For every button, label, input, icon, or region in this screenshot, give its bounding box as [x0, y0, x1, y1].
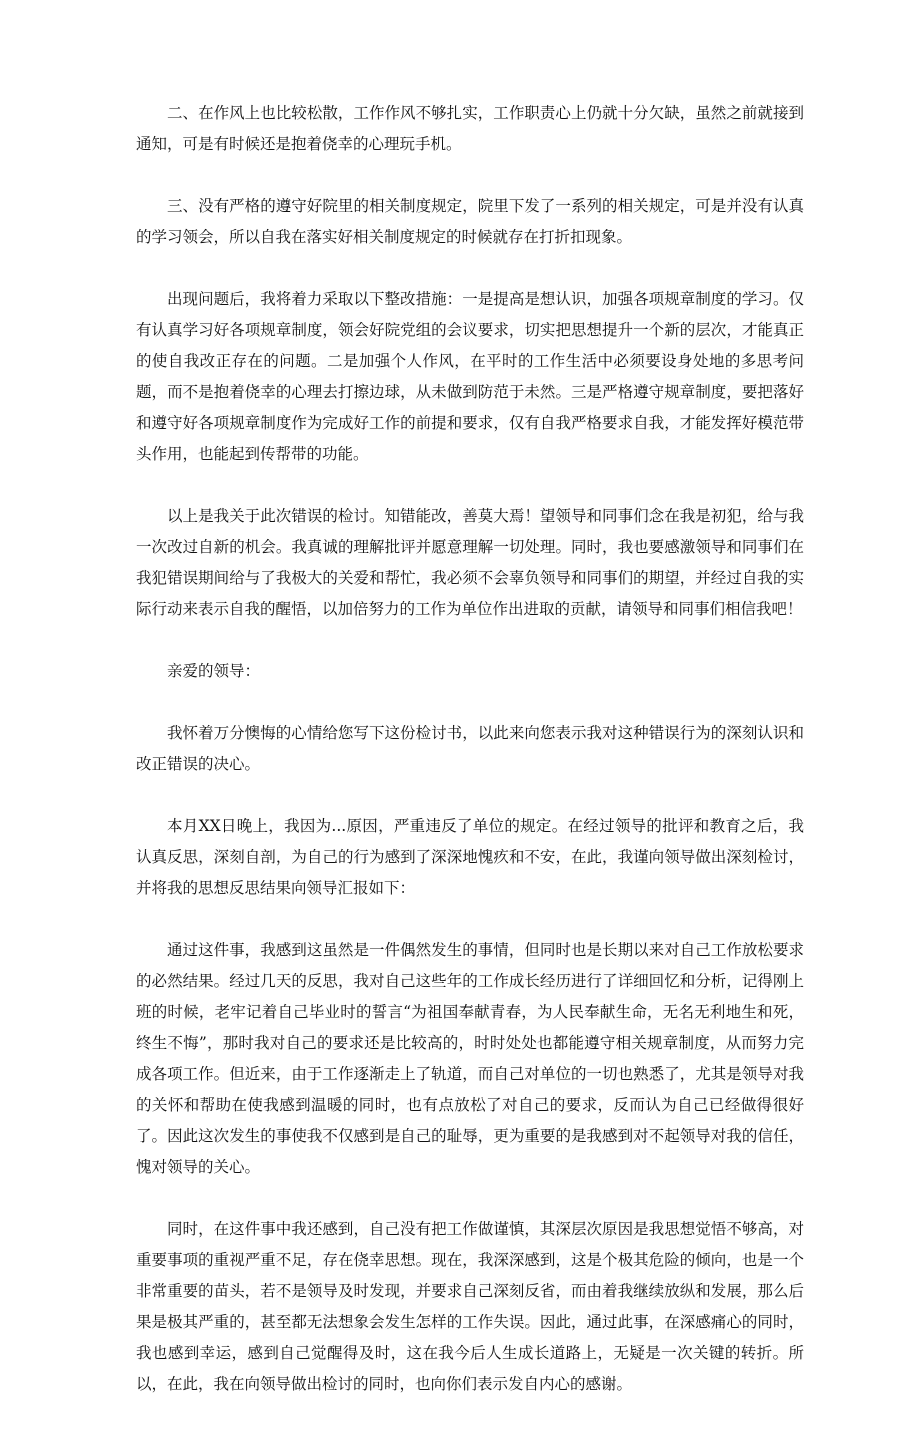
document-page	[136, 98, 804, 1431]
paragraph-work-style: 二、在作风上也比较松散，工作作风不够扎实，工作职责心上仍就十分欠缺，虽然之前就接到通知，可是有时候还是抱着侥幸的心理玩手机。	[136, 104, 804, 153]
paragraph-conclusion: 以上是我关于此次错误的检讨。知错能改，善莫大焉！望领导和同事们念在我是初犯，给与我一次改过自新的机会。我真诚的理解批评并愿意理解一切处理。同时，我也要感激领导和同事们在我犯错误期间给与了我极大的关爱和帮忙，我必须不会辜负领导和同事们的期望，并经过自我的实际行动来表示自我的醒悟，以加倍努力的工作为单位作出进取的贡献，请领导和同事们相信我吧！	[136, 507, 804, 618]
paragraph-rectification-measures: 出现问题后，我将着力采取以下整改措施：一是提高是想认识，加强各项规章制度的学习。仅有认真学习好各项规章制度，领会好院党组的会议要求，切实把思想提升一个新的层次，才能真正的使自我改正存在的问题。二是加强个人作风，在平时的工作生活中必须要设身处地的多思考问题，而不是抱着侥幸的心理去打擦边球，从未做到防范于未然。三是严格遵守规章制度，要把落好和遵守好各项规章制度作为完成好工作的前提和要求，仅有自我严格要求自我，才能发挥好模范带头作用，也能起到传帮带的功能。	[136, 290, 804, 463]
salutation: 亲爱的领导：	[167, 662, 261, 680]
paragraph-gratitude: 同时，在这件事中我还感到，自己没有把工作做谨慎，其深层次原因是我思想觉悟不够高，对重要事项的重视严重不足，存在侥幸思想。现在，我深深感到，这是个极其危险的倾向，也是一个非常重要的苗头，若不是领导及时发现，并要求自己深刻反省，而由着我继续放纵和发展，那么后果是极其严重的，甚至都无法想象会发生怎样的工作失误。因此，通过此事，在深感痛心的同时，我也感到幸运，感到自己觉醒得及时，这在我今后人生成长道路上，无疑是一次关键的转折。所以，在此，我在向领导做出检讨的同时，也向你们表示发自内心的感谢。	[136, 1220, 804, 1393]
paragraph-introduction: 我怀着万分懊悔的心情给您写下这份检讨书，以此来向您表示我对这种错误行为的深刻认识和改正错误的决心。	[136, 724, 804, 773]
paragraph-rules-compliance: 三、没有严格的遵守好院里的相关制度规定，院里下发了一系列的相关规定，可是并没有认真的学习领会，所以自我在落实好相关制度规定的时候就存在打折扣现象。	[136, 197, 804, 246]
paragraph-reflection: 通过这件事，我感到这虽然是一件偶然发生的事情，但同时也是长期以来对自己工作放松要求的必然结果。经过几天的反思，我对自己这些年的工作成长经历进行了详细回忆和分析，记得刚上班的时候，老牢记着自己毕业时的誓言“为祖国奉献青春，为人民奉献生命，无名无利地生和死，终生不悔”，那时我对自己的要求还是比较高的，时时处处也都能遵守相关规章制度，从而努力完成各项工作。但近来，由于工作逐渐走上了轨道，而自己对单位的一切也熟悉了，尤其是领导对我的关怀和帮助在使我感到温暖的同时，也有点放松了对自己的要求，反而认为自己已经做得很好了。因此这次发生的事使我不仅感到是自己的耻辱，更为重要的是我感到对不起领导对我的信任，愧对领导的关心。	[136, 941, 804, 1176]
paragraph-incident: 本月XX日晚上，我因为...原因，严重违反了单位的规定。在经过领导的批评和教育之后，我认真反思，深刻自剖，为自己的行为感到了深深地愧疚和不安，在此，我谨向领导做出深刻检讨，并将我的思想反思结果向领导汇报如下：	[136, 817, 804, 897]
